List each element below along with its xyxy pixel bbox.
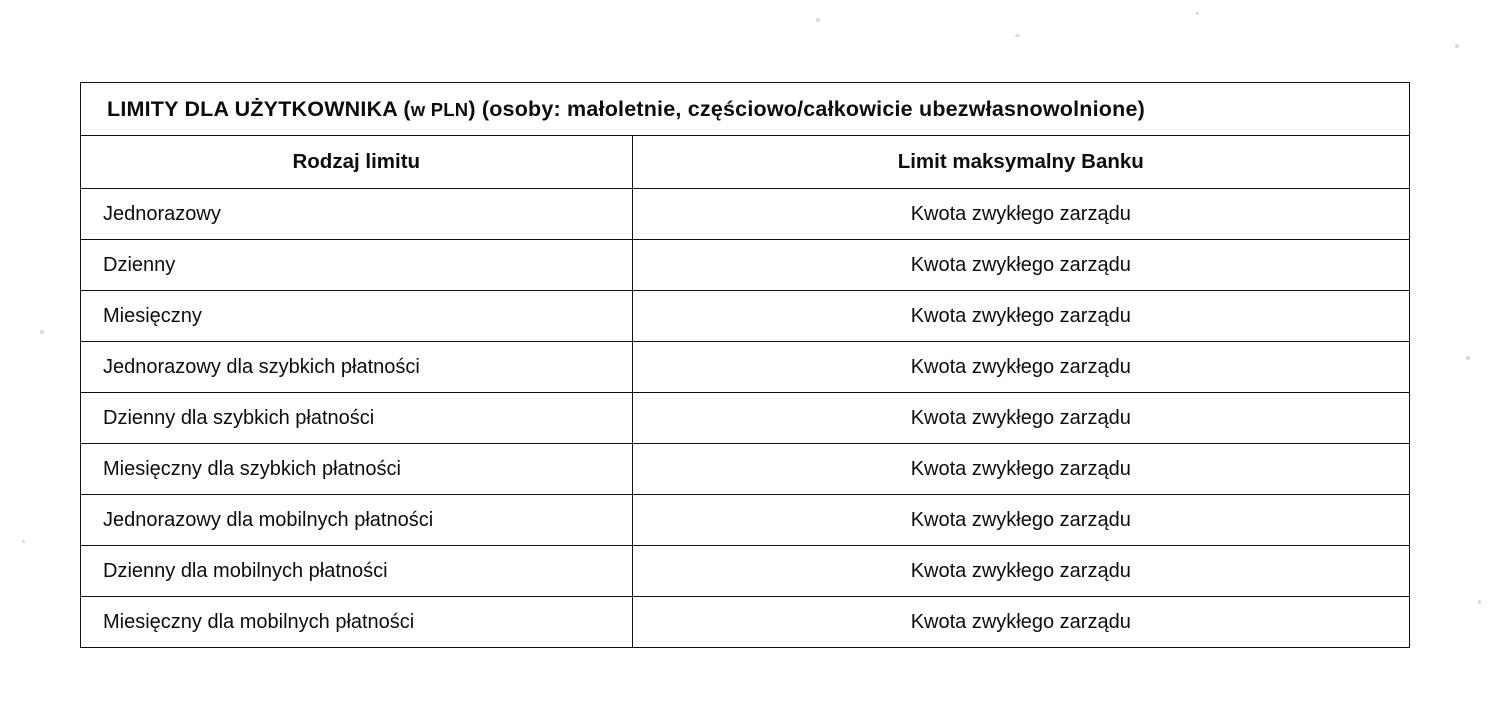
row-value: Kwota zwykłego zarządu <box>632 495 1409 546</box>
table-row <box>81 189 1410 240</box>
row-label: Miesięczny <box>81 291 633 342</box>
table-row <box>81 240 1410 291</box>
column-header-limit-type: Rodzaj limitu <box>81 136 633 189</box>
table-header-row <box>81 136 1410 189</box>
row-value: Kwota zwykłego zarządu <box>632 240 1409 291</box>
table-row <box>81 495 1410 546</box>
row-label: Miesięczny dla mobilnych płatności <box>81 597 633 648</box>
scan-speckle <box>1466 356 1470 360</box>
row-label: Jednorazowy dla szybkich płatności <box>81 342 633 393</box>
table-title-suffix: ) (osoby: małoletnie, częściowo/całkowicie ubezwłasnowolnione) <box>468 96 1145 121</box>
scan-speckle <box>816 18 820 22</box>
table-title-prefix: LIMITY DLA UŻYTKOWNIKA ( <box>107 96 411 121</box>
scan-speckle <box>22 540 25 543</box>
table-row <box>81 546 1410 597</box>
row-value: Kwota zwykłego zarządu <box>632 291 1409 342</box>
row-value: Kwota zwykłego zarządu <box>632 597 1409 648</box>
row-label: Miesięczny dla szybkich płatności <box>81 444 633 495</box>
table-row <box>81 342 1410 393</box>
row-label: Dzienny <box>81 240 633 291</box>
limits-document <box>80 82 1410 648</box>
row-label: Dzienny dla mobilnych płatności <box>81 546 633 597</box>
scan-speckle <box>1015 34 1020 37</box>
table-row <box>81 444 1410 495</box>
row-value: Kwota zwykłego zarządu <box>632 189 1409 240</box>
limits-table <box>80 82 1410 648</box>
scan-speckle <box>1478 600 1481 604</box>
row-value: Kwota zwykłego zarządu <box>632 546 1409 597</box>
row-label: Jednorazowy <box>81 189 633 240</box>
table-row <box>81 393 1410 444</box>
row-value: Kwota zwykłego zarządu <box>632 444 1409 495</box>
scan-speckle <box>1455 44 1459 48</box>
row-label: Dzienny dla szybkich płatności <box>81 393 633 444</box>
row-value: Kwota zwykłego zarządu <box>632 393 1409 444</box>
row-value: Kwota zwykłego zarządu <box>632 342 1409 393</box>
table-title-row <box>81 83 1410 136</box>
column-header-bank-max-limit: Limit maksymalny Banku <box>632 136 1409 189</box>
table-row <box>81 597 1410 648</box>
row-label: Jednorazowy dla mobilnych płatności <box>81 495 633 546</box>
scan-speckle <box>1196 12 1199 15</box>
table-title <box>81 83 1410 136</box>
scan-speckle <box>40 330 44 334</box>
table-title-unit: w PLN <box>410 98 469 120</box>
table-row <box>81 291 1410 342</box>
